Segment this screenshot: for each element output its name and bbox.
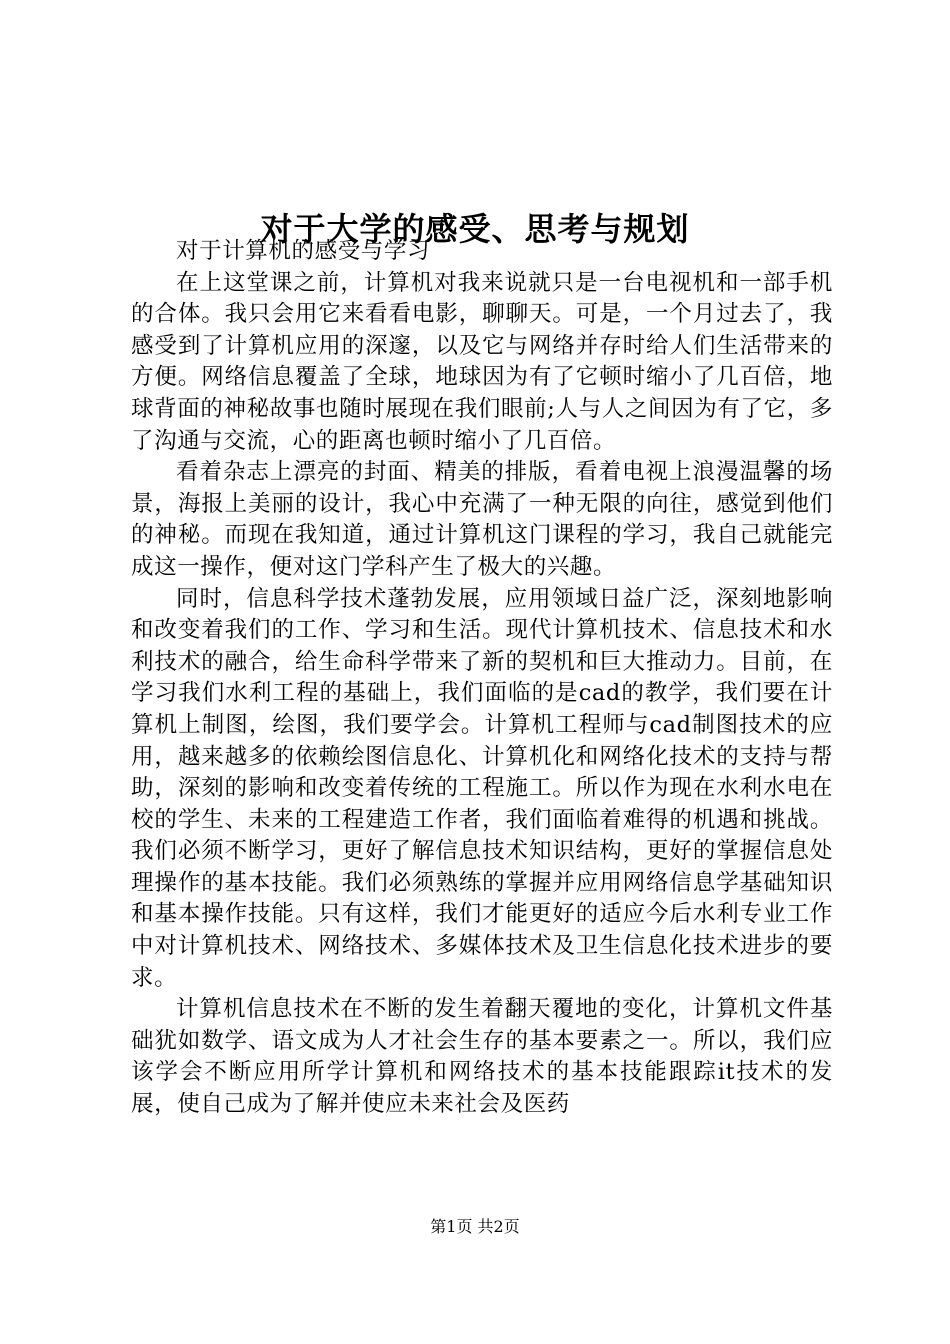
document-title: 对于大学的感受、思考与规划 [260,210,690,249]
paragraph: 同时，信息科学技术蓬勃发展，应用领域日益广泛，深刻地影响和改变着我们的工作、学习和生活。现代计算机技术、信息技术和水利技术的融合，给生命科学带来了新的契机和巨大推动力。目前，在学习我们水利工程的基础上，我们面临的是cad的教学，我们要在计算机上制图，绘图，我们要学会。计算机工程师与cad制图技术的应用，越来越多的依赖绘图信息化、计算机化和网络化技术的支持与帮助，深刻的影响和改变着传统的工程施工。所以作为现在水利水电在校的学生、未来的工程建造工作者，我们面临着难得的机遇和挑战。我们必须不断学习，更好了解信息技术知识结构，更好的掌握信息处理操作的基本技能。我们必须熟练的掌握并应用网络信息学基础知识和基本操作技能。只有这样，我们才能更好的适应今后水利专业工作中对计算机技术、网络技术、多媒体技术及卫生信息化技术进步的要求。 [131,585,833,991]
paragraph: 在上这堂课之前，计算机对我来说就只是一台电视机和一部手机的合体。我只会用它来看看电影，聊聊天。可是，一个月过去了，我感受到了计算机应用的深邃，以及它与网络并存时给人们生活带来的方便。网络信息覆盖了全球，地球因为有了它顿时缩小了几百倍，地球背面的神秘故事也随时展现在我们眼前;人与人之间因为有了它，多了沟通与交流，心的距离也顿时缩小了几百倍。 [131,269,833,454]
section-subtitle: 对于计算机的感受与学习 [176,238,431,264]
page-footer: 第1页 共2页 [430,1217,520,1236]
document-body [131,236,833,1121]
paragraph: 计算机信息技术在不断的发生着翻天覆地的变化，计算机文件基础犹如数学、语文成为人才社会生存的基本要素之一。所以，我们应该学会不断应用所学计算机和网络技术的基本技能跟踪it技术的发展，使自己成为了解并使应未来社会及医药 [131,996,833,1118]
paragraph: 看着杂志上漂亮的封面、精美的排版，看着电视上浪漫温馨的场景，海报上美丽的设计，我心中充满了一种无限的向往，感觉到他们的神秘。而现在我知道，通过计算机这门课程的学习，我自己就能完成这一操作，便对这门学科产生了极大的兴趣。 [131,459,833,580]
